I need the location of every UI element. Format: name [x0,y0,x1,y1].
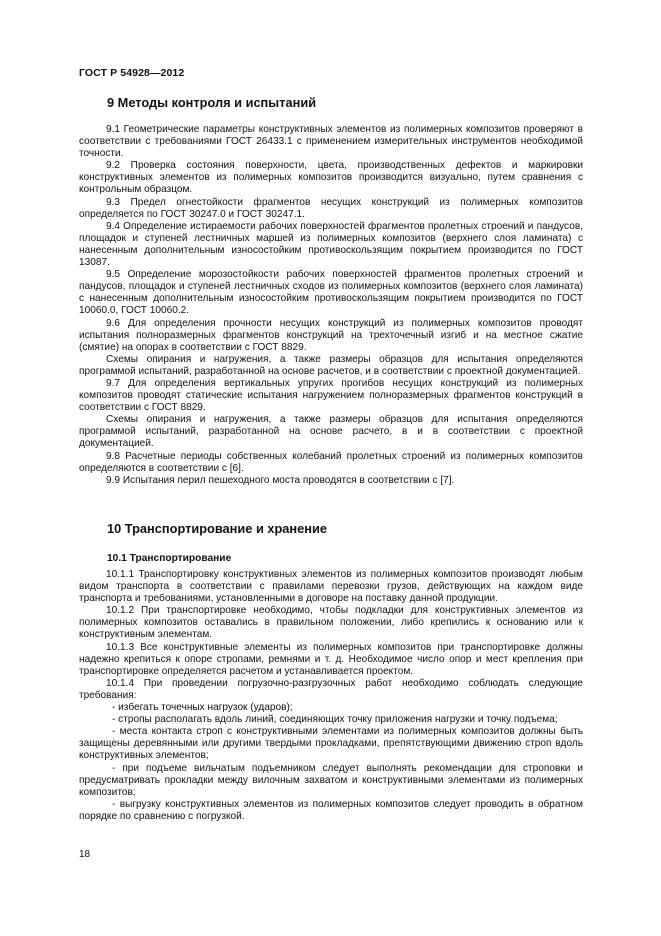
list-item: - выгрузку конструктивных элементов из полимерных композитов следует проводить в обратном порядке по сравнению с погрузкой. [79,798,583,822]
paragraph-9-9: 9.9 Испытания перил пешеходного моста проводятся в соответствии с [7]. [106,474,455,486]
section-9-title: 9 Методы контроля и испытаний [107,95,317,110]
list-item: - стропы располагать вдоль линий, соединяющих точку приложения нагрузки и точку подъема; [112,714,558,726]
section-10-title: 10 Транспортирование и хранение [107,521,327,536]
list-item: - места контакта строп с конструктивными элементами из полимерных композитов должны быть защищены деревянными или другими твердыми прокладками, препятствующими движению строп вдоль конструктивных элементов; [79,726,583,762]
section-9-body [79,124,583,487]
paragraph-9-7-schemes: Схемы опирания и нагружения, а также размеры образцов для испытания определяются программой испытаний, разработанной на основе расчето, в и в соответствии с проектной документацией. [79,414,583,450]
paragraph-9-1: 9.1 Геометрические параметры конструктивных элементов из полимерных композитов проверяют в соответствии с требованиями ГОСТ 26433.1 с применением измерительных инструментов необходимой точности. [79,124,583,160]
paragraph-9-3: 9.3 Предел огнестойкости фрагментов несущих конструкций из полимерных композитов определяется по ГОСТ 30247.0 и ГОСТ 30247.1. [79,196,583,220]
page-number: 18 [79,849,91,860]
paragraph-10-1-3: 10.1.3 Все конструктивные элементы из полимерных композитов при транспортировке должны надежно крепиться к опоре стропами, ремнями и т. д. Необходимое число опор и мест крепления при транспортировке определяется расчетом и устанавливается проектом. [79,641,583,677]
section-10-body [79,569,583,823]
paragraph-10-1-1: 10.1.1 Транспортировку конструктивных элементов из полимерных композитов производят любым видом транспорта в соответствии с правилами перевозки грузов, действующих на каждом виде транспорта и требованиями, установленными в договоре на поставку данной продукции. [79,569,583,605]
paragraph-9-6: 9.6 Для определения прочности несущих конструкций из полимерных композитов проводят испытания полноразмерных фрагментов конструкций на трехточечный изгиб и на местное сжатие (смятие) на опорах в соответствии с ГОСТ 8829. [79,317,583,353]
paragraph-9-5: 9.5 Определение морозостойкости рабочих поверхностей фрагментов пролетных строений и пандусов, площадок и ступеней лестничных сходов из полимерных композитов (верхнего слоя ламината) с нанесенным дополнительным износостойким противоскользящим покрытием производится по ГОСТ 10060.0, ГОСТ 10060.2. [79,269,583,317]
list-item: - при подъеме вильчатым подъемником следует выполнять рекомендации для строповки и предусматривать прокладки между вилочным захватом и конструктивными элементами из полимерных композитов; [79,762,583,798]
paragraph-9-8: 9.8 Расчетные периоды собственных колебаний пролетных строений из полимерных композитов определяются в соответствии с [6]. [79,450,583,474]
paragraph-9-2: 9.2 Проверка состояния поверхности, цвета, производственных дефектов и маркировки конструктивных элементов из полимерных композитов производится визуально, путем сравнения с контрольным образцом. [79,160,583,196]
standard-header: ГОСТ Р 54928—2012 [79,67,185,79]
paragraph-9-7: 9.7 Для определения вертикальных упругих прогибов несущих конструкций из полимерных композитов проводят статические испытания нагружением полноразмерных фрагментов конструкций в соответствии с ГОСТ 8829. [79,377,583,414]
paragraph-10-1-2: 10.1.2 При транспортировке необходимо, чтобы подкладки для конструктивных элементов из полимерных композитов оставались в правильном положении, либо крепились к основанию или к конструктивным элементам. [79,605,583,641]
paragraph-9-4: 9.4 Определение истираемости рабочих поверхностей фрагментов пролетных строений и пандусов, площадок и ступеней лестничных маршей из полимерных композитов (верхнего слоя ламината) с нанесенным дополнительным износостойким противоскользящим покрытием производится по ГОСТ 13087. [79,220,583,269]
list-item: - избегать точечных нагрузок (ударов); [112,702,293,714]
paragraph-10-1-4: 10.1.4 При проведении погрузочно-разгрузочных работ необходимо соблюдать следующие требования: [79,677,583,701]
subsection-10-1-title: 10.1 Транспортирование [107,553,232,564]
paragraph-9-6-schemes: Схемы опирания и нагружения, а также размеры образцов для испытания определяются программой испытаний, разработанной на основе расчетов, и в соответствии с проектной документацией. [79,353,583,377]
